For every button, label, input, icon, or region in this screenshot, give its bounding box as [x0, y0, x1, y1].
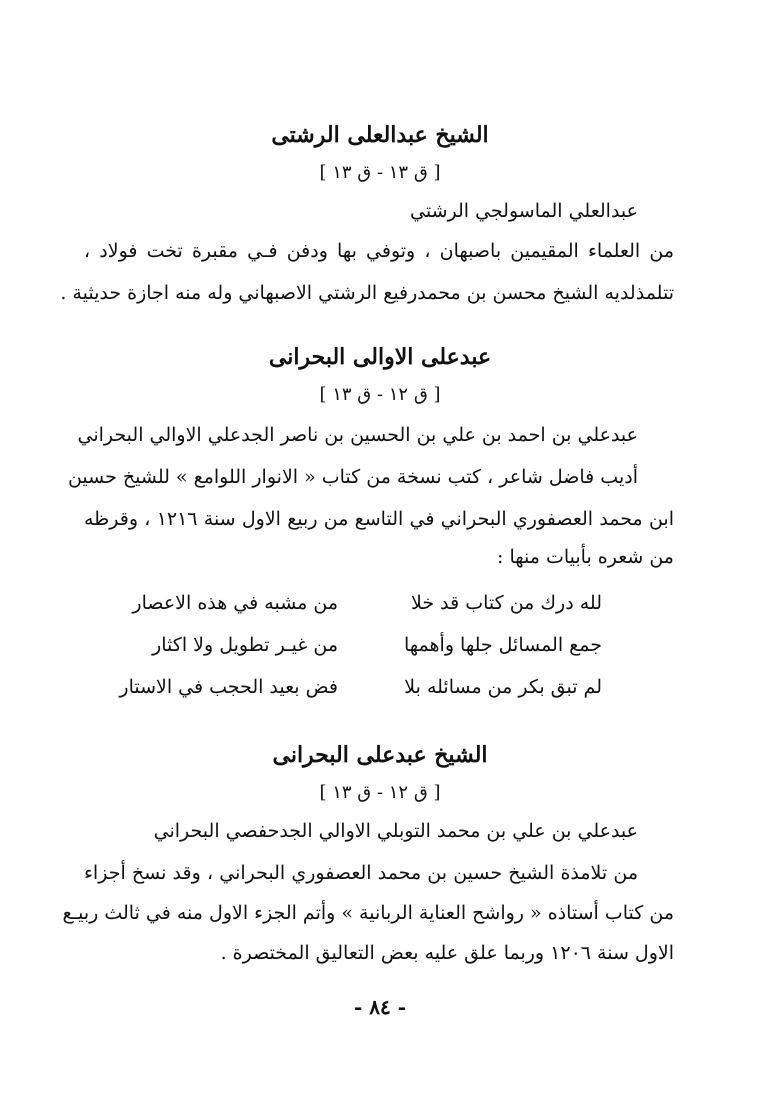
verse-3-first-hemistich: لم تبق بكر من مسائله بلا — [404, 676, 602, 698]
entry-3-title: الشيخ عبدعلى البحرانى — [272, 742, 488, 768]
entry-1-line-3: تتلمذلديه الشيخ محسن بن محمدرفيع الرشتي الاصبهاني وله منه اجازة حديثية . — [60, 282, 674, 304]
entry-3-century: [ ق ١٢ - ق ١٣ ] — [319, 782, 441, 803]
verse-3-second-hemistich: فض بعيد الحجب في الاستار — [119, 676, 338, 698]
page-number: - ٨٤ - — [353, 995, 406, 1019]
verse-1-first-hemistich: لله درك من كتاب قد خلا — [411, 592, 602, 614]
verse-2-second-hemistich: من غيـر تطويل ولا اكثار — [152, 634, 338, 656]
entry-2-century: [ ق ١٢ - ق ١٣ ] — [319, 384, 441, 405]
verse-2-first-hemistich: جمع المسائل جلها وأهمها — [403, 634, 602, 656]
entry-3-line-2: من تلامذة الشيخ حسين بن محمد العصفوري البحراني ، وقد نسخ أجزاء — [84, 862, 638, 884]
entry-1-title: الشيخ عبدالعلى الرشتى — [271, 122, 489, 148]
verse-1-second-hemistich: من مشبه في هذه الاعصار — [132, 592, 338, 614]
entry-1-name: عبدالعلي الماسولجي الرشتي — [410, 200, 638, 222]
entry-2-name: عبدعلي بن احمد بن علي بن الحسين بن ناصر الجدعلي الاوالي البحراني — [77, 424, 638, 446]
entry-2-line-2: أديب فاضل شاعر ، كتب نسخة من كتاب « الانوار اللوامع » للشيخ حسين — [67, 466, 638, 488]
entry-2-line-4: من شعره بأبيات منها : — [497, 546, 674, 568]
entry-1-line-2: من العلماء المقيمين باصبهان ، وتوفي بها ودفن فـي مقبرة تخت فولاد ، — [84, 240, 674, 262]
entry-1-century: [ ق ١٣ - ق ١٣ ] — [319, 162, 441, 183]
entry-3-name: عبدعلي بن علي بن محمد التوبلي الاوالي الجدحفصي البحراني — [153, 820, 638, 842]
entry-2-title: عبدعلى الاوالى البحرانى — [268, 344, 492, 370]
entry-3-line-3: من كتاب أستاذه « رواشح العناية الربانية » وأتم الجزء الاول منه في ثالث ربيـع — [62, 902, 674, 924]
entry-2-line-3: ابن محمد العصفوري البحراني في التاسع من ربيع الاول سنة ١٢١٦ ، وقرظه — [84, 508, 674, 530]
entry-3-line-4: الاول سنة ١٢٠٦ وربما علق عليه بعض التعاليق المختصرة . — [220, 942, 674, 964]
